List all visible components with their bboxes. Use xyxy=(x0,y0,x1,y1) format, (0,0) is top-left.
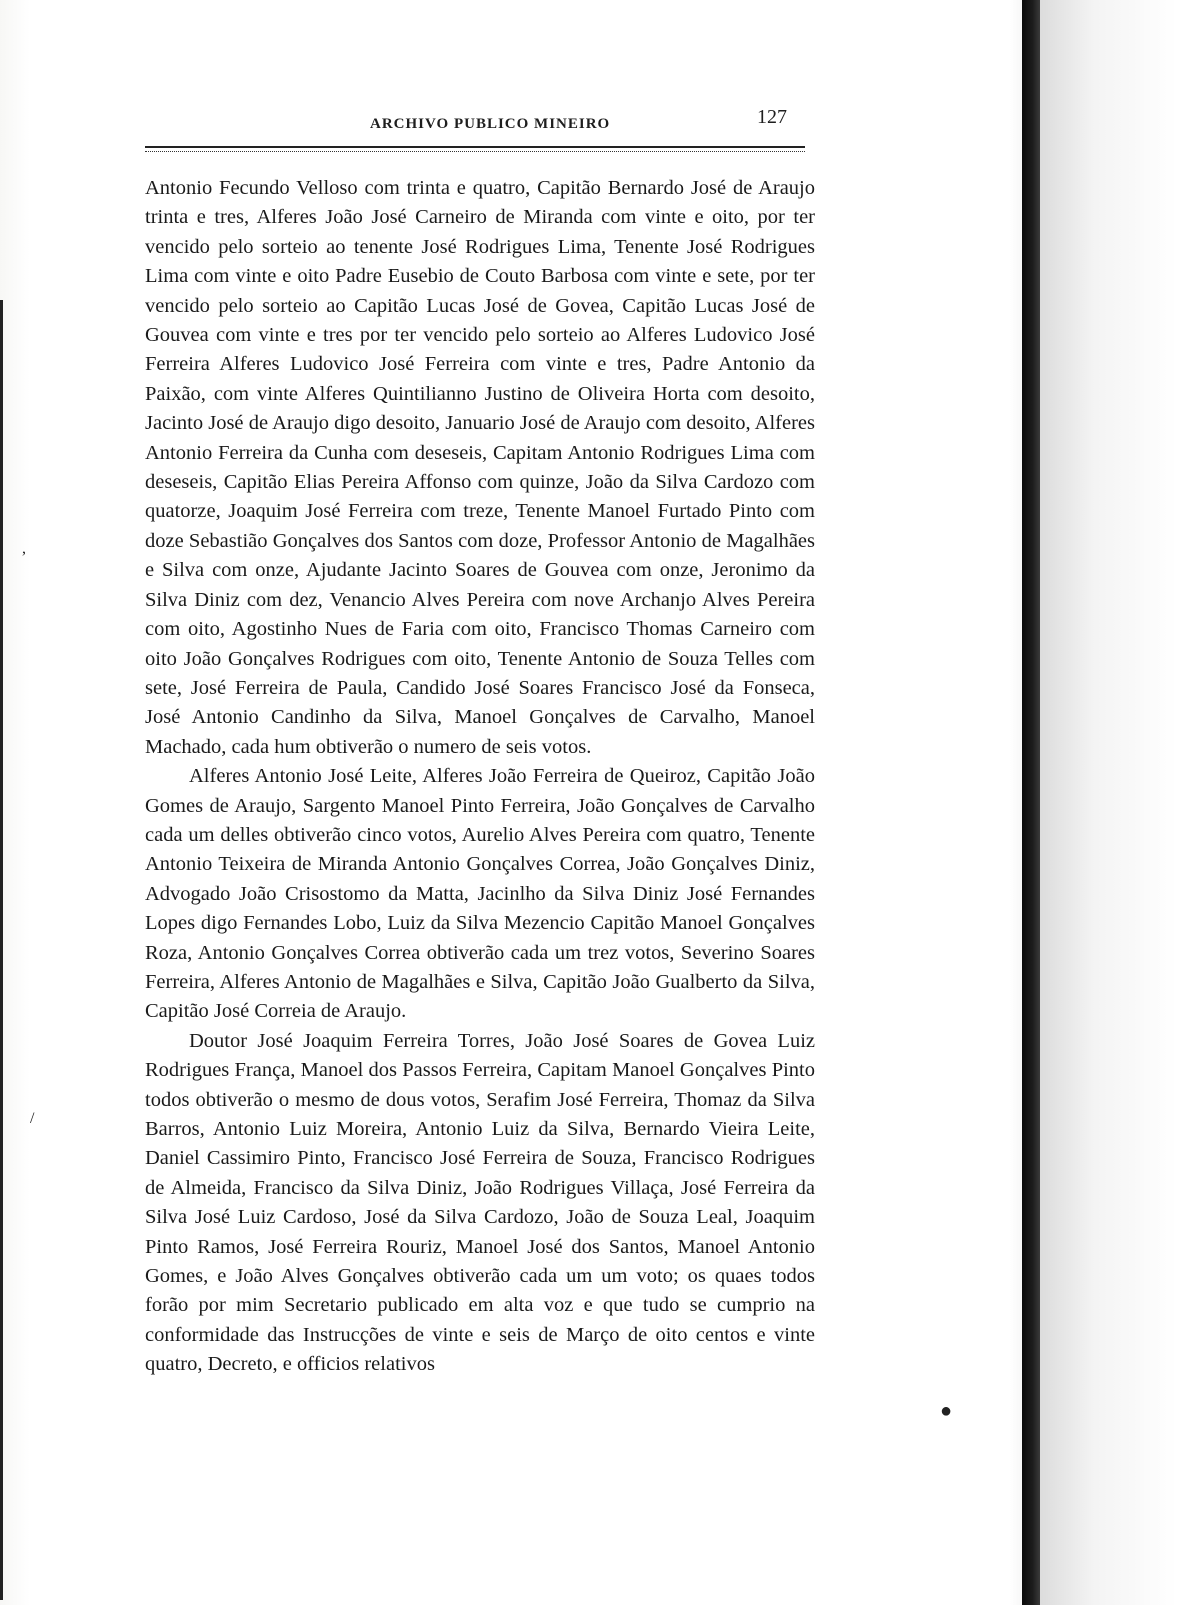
margin-mark: , xyxy=(22,540,26,557)
running-header xyxy=(145,106,805,146)
header-rule xyxy=(145,146,805,152)
paragraph-1: Antonio Fecundo Velloso com trinta e quatro, Capitão Bernardo José de Araujo trinta e tres, Alferes João José Carneiro de Miranda com vinte e oito, por ter vencido pelo sorteio ao tenente José Rodrigues Lima, Tenente José Rodrigues Lima com vinte e oito Padre Eusebio de Couto Barbosa com vinte e sete, por ter vencido pelo sorteio ao Capitão Lucas José de Govea, Capitão Lucas José de Gouvea com vinte e tres por ter vencido pelo sorteio ao Alferes Ludovico José Ferreira Alferes Ludovico José Ferreira com vinte e tres, Padre Antonio da Paixão, com vinte Alferes Quintilianno Justino de Oliveira Horta com desoito, Jacinto José de Araujo digo desoito, Januario José de Araujo com desoito, Alferes Antonio Ferreira da Cunha com deseseis, Capitam Antonio Rodrigues Lima com deseseis, Capitão Elias Pereira Affonso com quinze, João da Silva Cardozo com quatorze, Joaquim José Ferreira com treze, Tenente Manoel Furtado Pinto com doze Sebastião Gonçalves dos Santos com doze, Professor Antonio de Magalhães e Silva com onze, Ajudante Jacinto Soares de Gouvea com onze, Jeronimo da Silva Diniz com dez, Venancio Alves Pereira com nove Archanjo Alves Pereira com oito, Agostinho Nues de Faria com oito, Francisco Thomas Carneiro com oito João Gonçalves Rodrigues com oito, Tenente Antonio de Souza Telles com sete, José Ferreira de Paula, Candido José Soares Francisco José da Fonseca, José Antonio Candinho da Silva, Manoel Gonçalves de Carvalho, Manoel Machado, cada hum obtiverão o numero de seis votos. xyxy=(145,177,815,758)
ink-blot: ● xyxy=(940,1400,953,1422)
body-text xyxy=(145,174,815,1380)
paragraph-3: Doutor José Joaquim Ferreira Torres, João José Soares de Govea Luiz Rodrigues França, Manoel dos Passos Ferreira, Capitam Manoel Gonçalves Pinto todos obtiverão o mesmo de dous votos, Serafim José Ferreira, Thomaz da Silva Barros, Antonio Luiz Moreira, Antonio Luiz da Silva, Bernardo Vieira Leite, Daniel Cassimiro Pinto, Francisco José Ferreira de Souza, Francisco Rodrigues de Almeida, Francisco da Silva Diniz, João Rodrigues Villaça, José Ferreira da Silva José Luiz Cardoso, José da Silva Cardozo, João de Souza Leal, Joaquim Pinto Ramos, José Ferreira Rouriz, Manoel José dos Santos, Manoel Antonio Gomes, e João Alves Gonçalves obtiverão cada um um voto; os quaes todos forão por mim Secretario publicado em alta voz e que tudo se cumprio na conformidade das Instrucções de vinte e seis de Março de oito centos e vinte quatro, Decreto, e officios relativos xyxy=(145,1029,815,1376)
margin-mark: / xyxy=(30,1110,35,1127)
adjacent-page-margin xyxy=(1040,0,1177,1605)
page-gutter-shadow xyxy=(1022,0,1040,1605)
running-title: ARCHIVO PUBLICO MINEIRO xyxy=(370,116,611,132)
paragraph-2: Alferes Antonio José Leite, Alferes João Ferreira de Queiroz, Capitão João Gomes de Araujo, Sargento Manoel Pinto Ferreira, João Gonçalves de Carvalho cada um delles obtiverão cinco votos, Aurelio Alves Pereira com quatro, Tenente Antonio Teixeira de Miranda Antonio Gonçalves Correa, João Gonçalves Diniz, Advogado João Crisostomo da Matta, Jacinlho da Silva Diniz José Fernandes Lopes digo Fernandes Lobo, Luiz da Silva Mezencio Capitão Manoel Gonçalves Roza, Antonio Gonçalves Correa obtiverão cada um trez votos, Severino Soares Ferreira, Alferes Antonio de Magalhães e Silva, Capitão João Gualberto da Silva, Capitão José Correia de Araujo. xyxy=(145,765,815,1023)
page-number: 127 xyxy=(757,106,787,128)
page-left-edge xyxy=(0,300,3,1600)
